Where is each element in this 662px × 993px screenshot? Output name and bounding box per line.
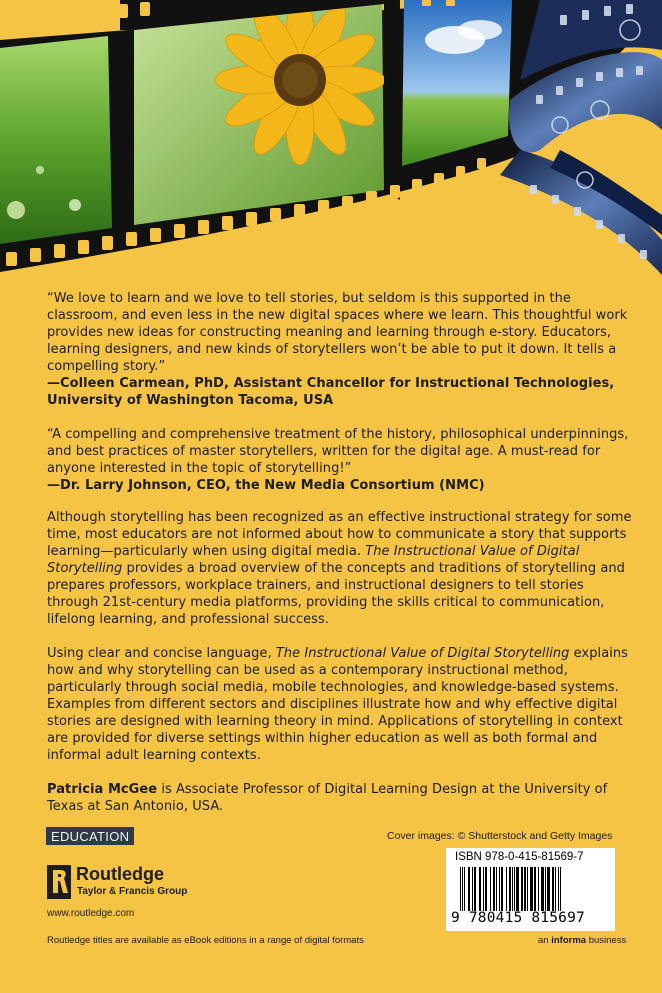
isbn-label: ISBN 978-0-415-81569-7	[455, 851, 584, 863]
barcode-bar	[493, 867, 495, 911]
barcode-bar	[479, 867, 481, 911]
barcode-bar	[521, 867, 523, 911]
category-badge: EDUCATION	[46, 827, 134, 845]
barcode-bar	[490, 867, 491, 911]
barcode-bar	[516, 867, 519, 911]
publisher-name: Routledge	[76, 864, 164, 884]
barcode-bar	[552, 867, 554, 911]
barcode-bar	[560, 867, 561, 911]
quote-attribution: —Dr. Larry Johnson, CEO, the New Media Consortium (NMC)	[47, 478, 485, 493]
barcode-bar	[472, 867, 473, 911]
barcode-bar	[545, 867, 546, 911]
description-text: Using clear and concise language,	[47, 646, 276, 661]
barcode-bar	[514, 867, 515, 911]
author-bio-text: is Associate Professor of Digital Learning Design at the University of Texas at San Antonio, USA.	[47, 782, 608, 814]
author-name: Patricia McGee	[47, 782, 158, 797]
book-title-inline: The Instructional Value of Digital Storytelling	[47, 544, 580, 576]
barcode-bar	[538, 867, 539, 911]
barcode-bar	[534, 867, 536, 911]
publisher-website: www.routledge.com	[47, 908, 135, 919]
barcode-bar	[460, 867, 461, 911]
barcode-bar	[541, 867, 544, 911]
book-title-inline: The Instructional Value of Digital Storytelling	[275, 646, 570, 661]
quote-text: “We love to learn and we love to tell stories, but seldom is this supported in the classroom, and even less in the new digital spaces where we learn. This thoughtful work provides new ideas for constructing meaning and learning through e-story. Educators, learning designers, and new kinds of storytellers won’t be able to put it down. It tells a compelling story.”	[47, 291, 628, 374]
barcode-bar	[547, 867, 550, 911]
informa-brand: informa	[551, 935, 587, 946]
description-paragraph-2	[47, 645, 637, 764]
filmstrip-illustration	[0, 0, 662, 285]
endorsement-quote-2	[47, 426, 637, 494]
barcode-bar	[499, 867, 500, 911]
quote-attribution: —Colleen Carmean, PhD, Assistant Chancellor for Instructional Technologies, University of Washington Tacoma, USA	[47, 376, 615, 408]
ebook-note: Routledge titles are available as eBook editions in a range of digital formats	[47, 935, 364, 946]
cover-image-credit: Cover images: © Shutterstock and Getty Images	[387, 830, 613, 842]
description-text: provides a broad overview of the concepts and traditions of storytelling and prepares professors, workplace trainers, and instructional designers to tell stories through 21st-century media platforms, providing the skills critical to communication, lifelong learning, and professional success.	[47, 561, 625, 627]
barcode-digits: 9 780415 815697	[451, 910, 585, 926]
informa-suffix: business	[586, 935, 627, 946]
endorsement-quote-1	[47, 290, 637, 409]
barcode-bar	[524, 867, 526, 911]
barcode-bar	[483, 867, 484, 911]
barcode-bar	[506, 867, 507, 911]
barcode-bar	[512, 867, 513, 911]
author-bio	[47, 781, 637, 815]
barcode-bar	[501, 867, 503, 911]
barcode-bar	[485, 867, 487, 911]
informa-business-note	[538, 935, 626, 946]
barcode-bar	[474, 867, 476, 911]
description-text: explains how and why storytelling can be used as a contemporary instructional method, particularly through social media, mobile technologies, and knowledge-based systems. Examples from different sectors and disciplines illustrate how and why effective digital stories are designed with learning theory in mind. Applications of storytelling in context are provided for diverse settings within higher education as well as both formal and informal adult learning contexts.	[47, 646, 628, 763]
description-paragraph-1	[47, 509, 637, 628]
barcode-bar	[509, 867, 511, 911]
barcode-bar	[468, 867, 470, 911]
isbn-barcode	[446, 848, 615, 931]
description-text: Although storytelling has been recognized as an effective instructional strategy for some time, most educators are not informed about how to communicate a story that supports learning—particularly when using digital media.	[47, 510, 632, 559]
barcode-bar	[496, 867, 497, 911]
barcode-bar	[527, 867, 528, 911]
barcode-bar	[555, 867, 556, 911]
barcode-bar	[462, 867, 463, 911]
quote-text: “A compelling and comprehensive treatment of the history, philosophical underpinnings, and best practices of master storytellers, written for the digital age. A must-read for anyone interested in the topic of storytelling!”	[47, 427, 629, 476]
barcode-bar	[558, 867, 559, 911]
informa-prefix: an	[538, 935, 552, 946]
barcode-bar	[464, 867, 465, 911]
publisher-group: Taylor & Francis Group	[77, 886, 188, 897]
barcode-bar	[530, 867, 533, 911]
